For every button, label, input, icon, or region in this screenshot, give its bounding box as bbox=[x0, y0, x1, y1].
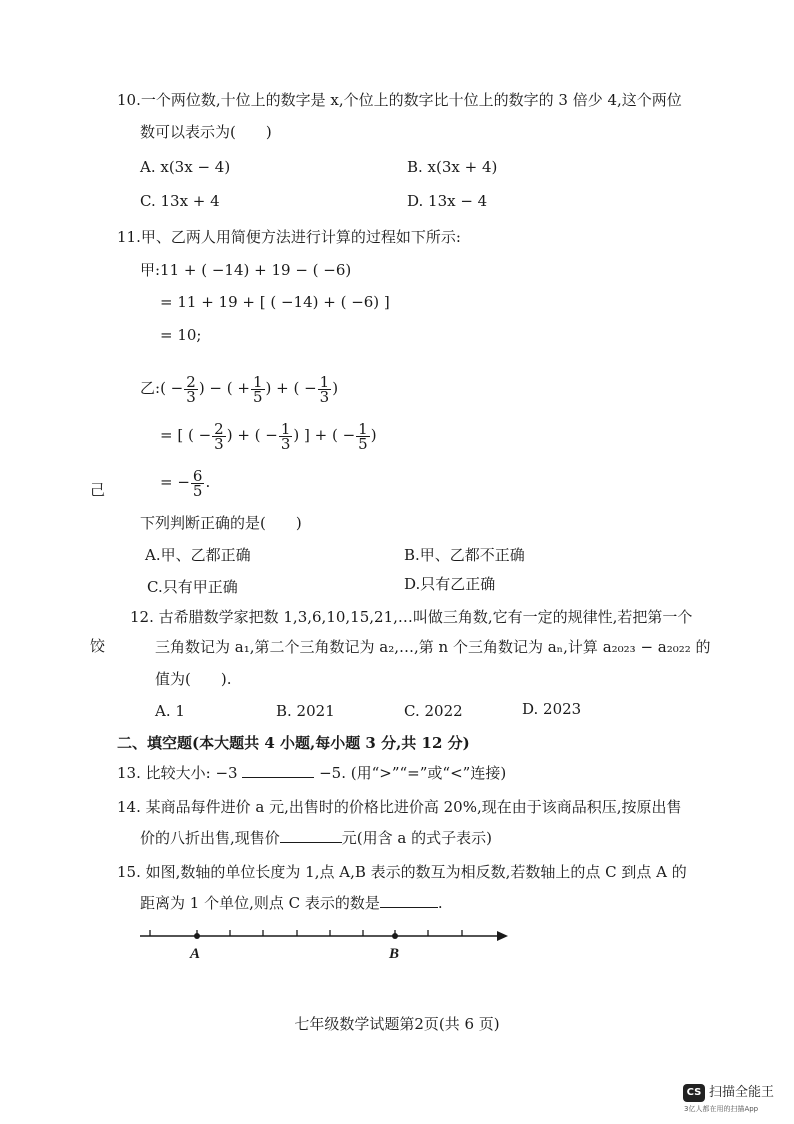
q11-yi-step-3: = − $\frac{6}{5}$ . bbox=[160, 466, 211, 500]
q13-answer-blank[interactable] bbox=[242, 763, 314, 778]
q15-text: . bbox=[437, 894, 443, 912]
q14-text: 价的八折出售,现售价 bbox=[140, 829, 280, 847]
fraction: $\frac{1}{3}$ bbox=[280, 419, 291, 453]
q10-line-2: 数可以表示为( ) bbox=[140, 123, 272, 141]
q11-jia-step-1: 甲:11 + ( −14) + 19 − ( −6) bbox=[140, 261, 352, 279]
q10-line-1: 10.一个两位数,十位上的数字是 x,个位上的数字比十位上的数字的 3 倍少 4,这个两位 bbox=[117, 91, 682, 109]
q12-option-c: C. 2022 bbox=[404, 702, 463, 720]
q13-line bbox=[117, 763, 506, 783]
q12-option-a: A. 1 bbox=[155, 702, 185, 720]
q11-judge: 下列判断正确的是( ) bbox=[140, 514, 302, 532]
scanner-watermark-title: 扫描全能王 bbox=[709, 1085, 775, 1100]
number-line-arrow bbox=[497, 931, 508, 941]
fraction: $\frac{6}{5}$ bbox=[192, 466, 203, 500]
q10-option-b: B. x(3x + 4) bbox=[407, 158, 498, 176]
q10-option-c: C. 13x + 4 bbox=[140, 192, 220, 210]
q11-yi-label: 乙: bbox=[140, 379, 161, 397]
q11-jia-step-3: = 10; bbox=[160, 326, 202, 344]
point-a-dot bbox=[194, 933, 200, 939]
q12-line-2: 三角数记为 a₁,第二个三角数记为 a₂,…,第 n 个三角数记为 aₙ,计算 a₂₀₂₃ − a₂₀₂₂ 的 bbox=[155, 638, 711, 656]
q15-answer-blank[interactable] bbox=[380, 893, 438, 908]
q12-line-3: 值为( ). bbox=[155, 670, 232, 688]
q11-stem: 11.甲、乙两人用简便方法进行计算的过程如下所示: bbox=[117, 228, 461, 246]
q11-yi-step-1: 乙:( − $\frac{2}{3}$ ) − ( + $\frac{1}{5}$ ) + ( − $\frac{1}{3}$ ) bbox=[140, 372, 339, 406]
fraction: $\frac{2}{3}$ bbox=[186, 372, 196, 406]
q15-text: 距离为 1 个单位,则点 C 表示的数是 bbox=[140, 894, 380, 912]
fraction: $\frac{1}{3}$ bbox=[319, 372, 330, 406]
q13-text: −5. (用“>”“=”或“<”连接) bbox=[314, 764, 507, 782]
number-line bbox=[135, 920, 515, 970]
q10-option-d: D. 13x − 4 bbox=[407, 192, 488, 210]
q14-line-1: 14. 某商品每件进价 a 元,出售时的价格比进价高 20%,现在由于该商品积压,按原出售 bbox=[117, 798, 682, 816]
point-b-label: B bbox=[389, 946, 400, 962]
q13-text: 13. 比较大小: −3 bbox=[117, 764, 238, 782]
page-footer: 七年级数学试题第2页(共 6 页) bbox=[294, 1015, 500, 1033]
margin-mark: 饺 bbox=[90, 637, 106, 655]
section-heading: 二、填空题(本大题共 4 小题,每小题 3 分,共 12 分) bbox=[117, 734, 470, 752]
q14-answer-blank[interactable] bbox=[280, 828, 342, 843]
scanner-watermark-subtitle: 3亿人都在用的扫描App bbox=[684, 1105, 759, 1113]
fraction: $\frac{1}{5}$ bbox=[252, 372, 263, 406]
q14-line-2 bbox=[140, 828, 492, 848]
q11-option-a: A.甲、乙都正确 bbox=[145, 546, 251, 564]
q12-option-b: B. 2021 bbox=[276, 702, 335, 720]
point-a-label: A bbox=[190, 946, 201, 962]
q11-option-b: B.甲、乙都不正确 bbox=[404, 546, 525, 564]
q12-option-d: D. 2023 bbox=[522, 700, 582, 718]
fraction: $\frac{2}{3}$ bbox=[214, 419, 224, 453]
q11-yi-step-2: = [ ( − $\frac{2}{3}$ ) + ( − $\frac{1}{3}$ ) ] + ( − $\frac{1}{5}$ ) bbox=[160, 419, 377, 453]
point-b-dot bbox=[392, 933, 398, 939]
margin-mark: 己 bbox=[90, 481, 106, 499]
q15-line-2 bbox=[140, 893, 443, 913]
q10-option-a: A. x(3x − 4) bbox=[140, 158, 231, 176]
q15-line-1: 15. 如图,数轴的单位长度为 1,点 A,B 表示的数互为相反数,若数轴上的点 C 到点 A 的 bbox=[117, 863, 687, 881]
q14-text: 元(用含 a 的式子表示) bbox=[341, 829, 492, 847]
q11-option-d: D.只有乙正确 bbox=[404, 575, 496, 593]
q11-option-c: C.只有甲正确 bbox=[147, 578, 238, 596]
scanner-logo-icon: CS bbox=[683, 1084, 705, 1102]
q11-jia-step-2: = 11 + 19 + [ ( −14) + ( −6) ] bbox=[160, 293, 390, 311]
fraction: $\frac{1}{5}$ bbox=[358, 419, 368, 453]
q12-line-1: 12. 古希腊数学家把数 1,3,6,10,15,21,…叫做三角数,它有一定的规律性,若把第一个 bbox=[130, 608, 693, 626]
